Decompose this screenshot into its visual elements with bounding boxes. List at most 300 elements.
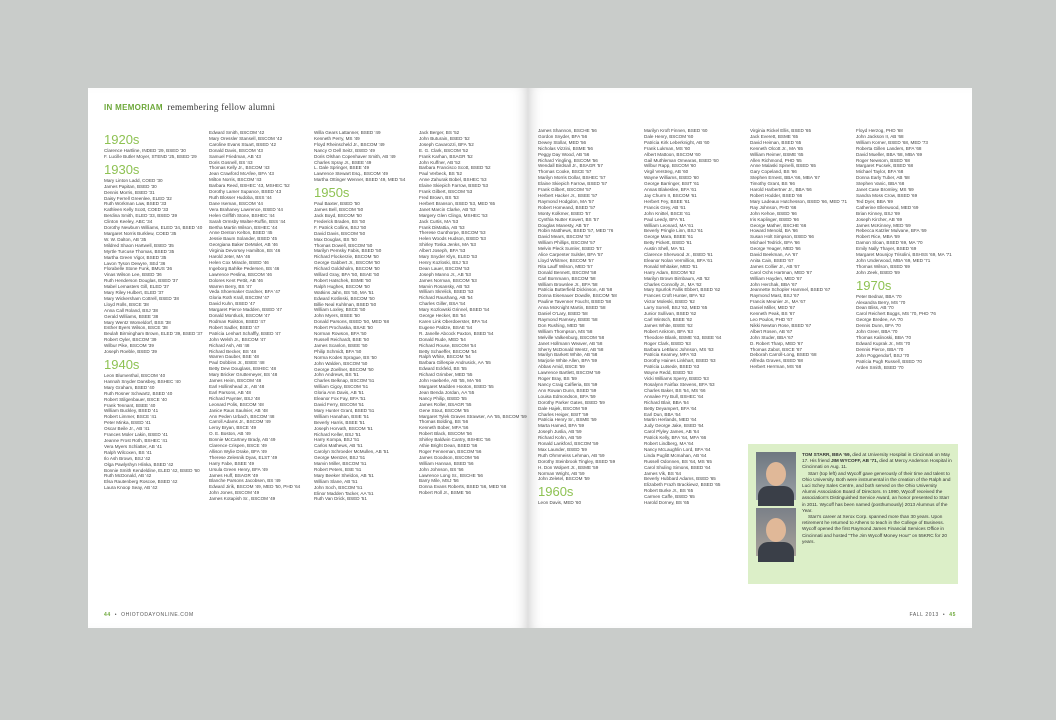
- obituary-entry: Richard Blair, BBA '64: [644, 399, 689, 405]
- obituary-entry: James Heim, BSCOM '48: [209, 378, 262, 384]
- obituary-entry: Austin Shell, MA '61: [644, 246, 685, 252]
- obituary-entry: Marilyn Pemsky Fabis, BSED '50: [314, 248, 382, 254]
- obituary-column: [209, 130, 301, 502]
- obituary-entry: Robert Burke Jr., BS '65: [644, 488, 694, 494]
- obituary-column: [104, 130, 203, 491]
- obituary-entry: Clarence Crispen, BSCE '49: [209, 443, 267, 449]
- obituary-entry: Lawrence Bartlett, BSCOM '59: [538, 370, 601, 376]
- obituary-entry: John Myers, BSEE '50: [314, 313, 360, 319]
- obituary-entry: John Walden, BSCOM '50: [314, 360, 368, 366]
- obituary-entry: Robin Matthews, BSED '57, MED '76: [538, 228, 614, 234]
- obituary-entry: Carolyn Schroeder McMullen, AB '51: [314, 449, 389, 455]
- obituary-entry: Theodore Blank, BSME '63, BSEE '64: [644, 334, 722, 340]
- obituary-entry: Ruth Workman Law, BSED '33: [104, 201, 167, 207]
- obituary-entry: Allison Wylie Drake, BFA '49: [209, 448, 267, 454]
- obituary-entry: Carol Reichert Boggs, MS '70, PHD '76: [856, 311, 936, 317]
- obituary-entry: Richard Raushang, AB '54: [419, 295, 473, 301]
- obituary-entry: Jack Everett, BSME '65: [750, 133, 799, 139]
- obituary-entry: Ann Peden Urbach, BSCOM '48: [209, 413, 275, 419]
- obituary-entry: Robert Sadler, BSED '47: [209, 324, 260, 330]
- obituary-entry: Mary Riley Hulbert, ELED '37: [104, 290, 164, 296]
- obituary-entry: Therese Zelesnik Dyas, ELST '49: [209, 454, 278, 460]
- obituary-entry: Janice Raus Saulnier, AB '48: [209, 407, 268, 413]
- obituary-entry: D. Robert Tharp, MED '67: [750, 340, 803, 346]
- obituary-entry: George Mather, BSCHE '66: [750, 222, 807, 228]
- obituary-entry: Virginia Rickel Ellis, BSED '65: [750, 128, 812, 133]
- obituary-entry: Mary Wentz Womeldorf, BSS '38: [104, 319, 171, 325]
- obituary-entry: Janet Case Bromley, MS '69: [856, 187, 914, 193]
- obituary-entry: Barbara LeBlanc Johnson, MS '63: [644, 346, 714, 352]
- portrait-photo-starr: [756, 452, 796, 500]
- obituary-entry: Doris Olshan Copenhaver Smith, AB '49: [314, 153, 396, 159]
- obituary-entry: W. W. Dalton, AB '35: [104, 236, 147, 242]
- obituary-entry: Anne Malaski Spinelli, BSED '65: [750, 163, 816, 169]
- obituary-entry: Bonnie Smith Kendeldine, ELED '42, BSED '60: [104, 467, 200, 473]
- obituary-entry: Floyd Herzog, PHD '68: [856, 128, 903, 133]
- obituary-entry: Joseph Horvath, BSCOM '51: [314, 425, 373, 431]
- obituary-entry: Dolores Kent Pettit, AB '46: [209, 277, 263, 283]
- obituary-entry: Mary Bricker Gruttemeyer, BS '48: [209, 372, 278, 378]
- obituary-entry: Watkins Jahn, BS '50, MA '51: [314, 289, 374, 295]
- obituary-entry: David Kuhn, BSED '47: [209, 301, 256, 307]
- obituary-entry: David Beekman, AA '67: [750, 252, 798, 258]
- obituary-entry: Carroll Adams Jr., BSCOM '49: [209, 419, 271, 425]
- obituary-entry: Gloria Roth Krall, BSCOM '47: [209, 295, 270, 301]
- obituary-entry: Frederick Braden, BS '50: [314, 218, 366, 224]
- obituary-entry: Richard Ash, AB '48: [209, 342, 250, 348]
- obituary-entry: Lloyd Rolls, BSCE '38: [104, 301, 149, 307]
- obituary-entry: Robert Stilgenbauer, BSCE '40: [104, 396, 167, 402]
- obituary-entry: Patricia Lenhart Schaffly, BSED '47: [209, 330, 281, 336]
- obituary-entry: Anna Call Roland, BSJ '38: [104, 307, 158, 313]
- obituary-entry: Rodman Ralston, BSED '47: [209, 319, 266, 324]
- obituary-entry: John Jackson II, AB '68: [856, 133, 904, 139]
- obituary-entry: Clinton Keeley, ABC '34: [104, 219, 153, 225]
- obituary-entry: Peggy Day Wood, AB '56: [538, 151, 590, 157]
- obituary-entry: Patricia Kirk Leberknight, AB '60: [644, 139, 710, 145]
- obituary-entry: Margaret Tylek Graves Strawser, AA '55, BSCOM '59: [419, 413, 527, 419]
- obituary-entry: Paul Baxter, BSED '50: [314, 201, 360, 207]
- obituary-entry: Martha Ottinger Wenner, BSED '49, MED '54: [314, 177, 406, 183]
- obituary-entry: Jay Churm II, BSCOM '61: [644, 192, 697, 198]
- obituary-entry: William Hayden, MED '67: [750, 275, 802, 281]
- obituary-entry: Ingeborg Bahlke Pedersen, BS '46: [209, 265, 280, 271]
- obituary-entry: Margaret Pucsek, BSED '68: [856, 163, 914, 169]
- obituary-entry: Dorothy Steinbrook Tingley, BSED '59: [538, 458, 616, 464]
- portrait-suit: [758, 486, 794, 506]
- obituary-entry: Wayne Williams, BSED '60: [644, 175, 699, 181]
- obituary-entry: Charles Heiger, BSIT '59: [538, 411, 589, 417]
- obituary-entry: Annas Blakeslee, BFA '61: [644, 187, 697, 193]
- obituary-entry: George Barringer, BSIT '61: [644, 181, 700, 187]
- obituary-entry: Nancy Craig Calfieria, BS '59: [538, 381, 598, 387]
- obituary-entry: John Studer, BBA '67: [750, 334, 794, 340]
- obituary-entry: Wayne Redd, BSED '63: [644, 370, 693, 376]
- obituary-entry: Damon Sloan, BSED '69, MA '70: [856, 240, 923, 246]
- obituary-entry: Richard Becker, BS '48: [209, 348, 257, 354]
- obituary-entry: Gloria Ann Davis, AB '51: [314, 390, 364, 396]
- obituary-entry: Robert Black, BSCOM '56: [419, 431, 472, 437]
- obituary-entry: George Mentzer, BSJ '51: [314, 455, 366, 461]
- obituary-entry: Mildred Shaon Hartwell, BSED '35: [104, 242, 174, 248]
- obituary-entry: Paul Verbeck, BS '52: [419, 171, 463, 177]
- obituary-entry: Thomas Bolding, BS '56: [419, 419, 469, 425]
- obituary-entry: Dean Lauer, BSCOM '53: [419, 265, 470, 271]
- obituary-entry: Ralph White, BSCOM '54: [419, 354, 471, 360]
- obituary-entry: Victor Moleski, BSED '62: [644, 299, 695, 305]
- page-number: 44: [104, 612, 111, 618]
- obituary-entry: Helen Woods Hudson, BSED '53: [419, 236, 486, 242]
- obituary-entry: Leroy Bryan, BSCE '49: [209, 425, 257, 431]
- obituary-entry: Leo Poulos, PHD '67: [750, 317, 793, 322]
- obituary-entry: Gordon Snyder, BFA '56: [538, 133, 588, 139]
- obituary-entry: Wilbur Pike, BSCOM '39: [104, 343, 154, 349]
- obituary-entry: Kenneth Perry, MS '49: [314, 135, 360, 141]
- obituary-entry: Elinor Madden Tacker, AA '51: [314, 490, 374, 496]
- obituary-entry: Mary Oressler Stansell, BSCOM '42: [209, 135, 283, 141]
- obituary-entry: Howard Menold, BA '66: [750, 228, 798, 234]
- obituary-entry: Carmen Caffe, BSED '65: [644, 494, 695, 500]
- obituary-entry: Cynthia Nutter Kowert, BS '57: [538, 216, 599, 222]
- obituary-entry: Bertha Martin Wilson, BSHEC '44: [209, 224, 278, 230]
- obituary-entry: Patricia Henry Sr., BSME '59: [538, 417, 597, 423]
- obituary-entry: Nancy McLaughlin Lord, BFA '64: [644, 446, 711, 452]
- obituary-entry: Richard Yingling, BSCOM '56: [538, 157, 598, 163]
- obituary-entry: Frank DiMattia, AB '53: [419, 224, 465, 230]
- obituary-entry: Patricia Kearney, MFA '63: [644, 352, 697, 358]
- obituary-entry: F. Lucille Butler Moyer, STEND '25, BSED '29: [104, 153, 197, 159]
- obituary-column: [538, 128, 630, 506]
- obituary-entry: Thomas Kalinoski, BBA '70: [856, 335, 912, 340]
- obituary-entry: Georgiana Baker DeMolet, AB '46: [209, 242, 278, 248]
- obituary-entry: Mary Snyder Klyn, ELED '53: [419, 254, 478, 260]
- obituary-entry: Jeanne Frost Roth, BSHEC '41: [104, 437, 168, 443]
- obituary-entry: Junior Sullivan, BSED '62: [644, 311, 697, 317]
- obituary-entry: Edward Kotlinski, BSCOM '50: [314, 295, 375, 301]
- obituary-entry: Joseph Juslia, AB '59: [538, 429, 582, 435]
- obituary-entry: Gene Stout, BSCOM '55: [419, 407, 469, 413]
- obituary-entry: Susan Holt Simpson, BSED '66: [750, 234, 814, 240]
- obituary-entry: Francis Grey, AB '61: [644, 204, 686, 210]
- obituary-entry: Thomas Cooke, BSCE '57: [538, 169, 592, 175]
- obituary-entry: Beverly Hubbard Adams, BSED '65: [644, 476, 716, 482]
- obituary-entry: John Herchak, BBA '67: [750, 281, 798, 287]
- obituary-entry: George Zoellner, BSCOM '50: [314, 366, 374, 372]
- obituary-entry: William Skrelick, BSED '53: [419, 289, 474, 295]
- obituary-entry: Ann Rowan Dunn, BSED '59: [538, 387, 597, 393]
- portrait-face: [766, 518, 786, 542]
- obituary-column: [644, 128, 736, 506]
- portrait-suit: [758, 542, 794, 562]
- obituary-entry: Anne Denton Kelton, BSED '45: [209, 230, 273, 236]
- obituary-entry: Myrtle Turcuse Thomas, BSED '35: [104, 248, 175, 254]
- obituary-entry: Leonard Polis, BSCOM '48: [209, 401, 264, 407]
- obituary-entry: Don Rushing, MED '58: [538, 322, 585, 328]
- obituary-entry: Beverly Pringle Linn, BSJ '61: [644, 228, 704, 234]
- obituary-entry: Max Launder, BSED '59: [538, 446, 587, 452]
- obituary-entry: Dennis Morris, BSED '31: [104, 189, 155, 195]
- obituary-entry: David Mears, BSCOM '57: [538, 234, 591, 240]
- obituary-entry: Richard Kohn, AB '59: [538, 435, 582, 441]
- obituary-entry: Abbas Amid, BSCE '59: [538, 364, 585, 370]
- callout-paragraph-2: Starr (top left) and Wycoff gave generously of their time and talent to Ohio University. Both were instrumental in the creation of the Ralph and Luci Schey Sales Centre, and both served on the Ohio University Alumni Association Board of Directors. In 1990, Wycoff received the association's Distinguished Service Award, an honor presented to Starr in 2011. Wycoff has been named (posthumously) 2013 Alumnus of the Year.: [802, 470, 951, 513]
- obituary-entry: Robert Rice, MBA '69: [856, 234, 900, 240]
- decade-heading: 1930s: [104, 161, 140, 177]
- obituary-entry: Donna Eisenauer Dowdle, BSCOM '58: [538, 293, 617, 299]
- obituary-entry: Annalee Fry Bull, BSHEC '64: [644, 393, 704, 399]
- obituary-entry: Warren Berry, BS '47: [209, 283, 252, 289]
- obituary-entry: Frank Gilbert, BSCOM '57: [538, 187, 592, 193]
- obituary-entry: John Jones, BSCOM '49: [209, 490, 260, 496]
- obituary-entry: Rita Lauff Wilson, MED '57: [538, 263, 593, 269]
- obituary-entry: Nancy O Dell Seitz, BSED '49: [314, 147, 375, 153]
- obituary-entry: Michael Taylor, BFA '68: [856, 169, 904, 175]
- issue-label: FALL 2013: [909, 612, 939, 618]
- obituary-entry: Ray Johnson, PHD '66: [750, 204, 797, 210]
- obituary-entry: John Knittel, BSCE '61: [644, 210, 691, 216]
- callout-intro: [802, 452, 952, 471]
- obituary-entry: Floyd Rheinscheld Jr., BSCOM '49: [314, 141, 385, 147]
- obituary-entry: Elaine Skiepich Farrow, BSED '53: [419, 183, 489, 189]
- obituary-entry: Norman Wright, AB '59: [538, 470, 585, 476]
- obituary-entry: Gary Copeland, BS '66: [750, 169, 797, 175]
- obituary-entry: Brian Kinney, BSJ '69: [856, 210, 900, 216]
- obituary-entry: Louisa Edmondson, BFA '59: [538, 393, 596, 399]
- obituary-entry: Barry Mile, MSJ '56: [419, 478, 459, 484]
- obituary-entry: Robert Lindberg, MA '64: [644, 441, 694, 447]
- obituary-entry: Ruth Ohmmeiss Lehman, AB '59: [538, 452, 605, 458]
- obituary-entry: Donna Evans Roberts, BSED '56, MED '68: [419, 484, 507, 490]
- obituary-entry: Harold Harbertner Jr., BBA '66: [750, 187, 812, 193]
- obituary-entry: Frank Tennant, BSEE '40: [104, 402, 156, 408]
- obituary-entry: Patricia Lutsede, BSED '63: [644, 364, 700, 370]
- decade-heading: 1950s: [314, 185, 350, 201]
- obituary-entry: Herbert Herrman, MS '68: [750, 364, 802, 370]
- obituary-entry: Patricia Pugh Russell, BSED '70: [856, 358, 922, 364]
- obituary-entry: Billie Neal Kuhlman, BSED '50: [314, 301, 377, 307]
- obituary-entry: Bonnie McCartney Brady, AB '49: [209, 437, 276, 443]
- obituary-entry: Margaret Madden Hooton, BSED '55: [419, 383, 494, 389]
- obituary-entry: Mary Beeker Sheldon, AB '51: [314, 472, 374, 478]
- obituary-entry: William Thompson, MS '58: [538, 328, 593, 334]
- obituary-entry: David Mueller, BBA '68, MBA '69: [856, 151, 923, 157]
- obituary-entry: Mary Graham, BSED '40: [104, 384, 155, 390]
- obituary-entry: Donald Parsons, BSED '50, MED '68: [314, 319, 390, 325]
- obituary-entry: Jack Boyd, BSCOM '50: [314, 212, 362, 218]
- obituary-entry: Robert Hatschek, BSME '50: [314, 277, 372, 283]
- obituary-entry: Max Douglas, BS '50: [314, 236, 357, 242]
- obituary-entry: Stephen Vanic, BBA '68: [856, 181, 905, 187]
- obituary-entry: Jack Berger, BS '52: [419, 130, 460, 135]
- obituary-entry: Carlos Mathews, AB '51: [314, 443, 363, 449]
- obituary-entry: Berdina Smith, ELED '33, BSED '39: [104, 213, 177, 219]
- obituary-entry: Frances Moler Lakin, BSED '41: [104, 432, 168, 438]
- obituary-entry: Philip Schmidt, BFA '50: [314, 348, 362, 354]
- obituary-entry: Mabel Lemasters Gill, ELED '37: [104, 284, 169, 290]
- obituary-entry: Dennis Dunn, BFA '70: [856, 323, 901, 329]
- obituary-entry: Arden Smith, BSED '70: [856, 364, 904, 370]
- page-number: 45: [949, 612, 956, 618]
- obituary-entry: Kenneth Peak, BS '67: [750, 311, 795, 317]
- right-page: [528, 88, 972, 628]
- obituary-entry: David Ferry, BSCOM '51: [314, 401, 365, 407]
- obituary-entry: John Underwood, MBA '69, MED '71: [856, 257, 931, 263]
- obituary-entry: Donald Montluck, BSCOM '47: [209, 313, 270, 319]
- obituary-entry: Thomas Dowell, BSCOM '50: [314, 242, 373, 248]
- memorial-callout: [748, 444, 958, 584]
- decade-heading: 1940s: [104, 357, 140, 372]
- obituary-entry: John Buturain, BSED '52: [419, 135, 470, 141]
- left-page: [88, 88, 528, 628]
- obituary-entry: Francis Meunier Jr., MA '67: [750, 299, 806, 305]
- obituary-entry: John Johnson, BS '56: [419, 466, 464, 472]
- obituary-entry: Dorothy Newburn Williams, ELED '34, BSED '40: [104, 225, 203, 231]
- obituary-entry: Ruth McDonald, AB '42: [104, 473, 152, 479]
- obituary-entry: Charles Connolly Jr., MA '62: [644, 281, 702, 287]
- obituary-entry: H. Don Wolpert Jr., BSME '59: [538, 464, 599, 470]
- obituary-entry: Betty Deyampert, BFA '64: [644, 405, 697, 411]
- obituary-entry: Ruth Blosser Hudoba, BSS '44: [209, 194, 272, 200]
- obituary-entry: Shirley Toska Jenks, MA '53: [419, 242, 476, 248]
- obituary-entry: James Bell, BSCOM '50: [314, 207, 364, 213]
- obituary-entry: Elizabeth Frazh Brackiewz, BSED '65: [644, 482, 721, 488]
- obituary-entry: Frank Karhan, BSAGR '52: [419, 153, 473, 159]
- obituary-entry: Thomas Zabot, BSCE '67: [750, 346, 802, 352]
- section-header: [104, 102, 275, 112]
- obituary-entry: Harry Fabe, BSEE '49: [209, 460, 255, 466]
- obituary-entry: George Mara, BSEE '61: [644, 234, 694, 240]
- obituary-entry: Thomas Kelly Jr., BSCOM '43: [209, 165, 270, 171]
- obituary-entry: John Zeek, BSED '69: [856, 269, 900, 275]
- obituary-entry: James Goodson, BSCOM '56: [419, 454, 480, 460]
- obituary-entry: Edward Smith, BSCOM '42: [209, 130, 265, 135]
- obituary-entry: William Loxley, BSCE '50: [314, 307, 366, 313]
- obituary-entry: Doris Gosnell, BS '43: [209, 159, 253, 165]
- obituary-entry: Jean Crawford McAfee, BFA '43: [209, 171, 274, 177]
- obituary-entry: F. Patrick Collins, BSJ '50: [314, 224, 367, 230]
- callout-name-starr: TOM STARR, BBA '69,: [802, 452, 851, 457]
- obituary-entry: Melville Valkenburg, BSCOM '58: [538, 334, 605, 340]
- obituary-entry: Kenneth Olcott Jr., MA '65: [750, 145, 803, 151]
- obituary-entry: Gerald Williams, BSEE '38: [104, 313, 159, 319]
- obituary-entry: Leon Davis, MED '60: [538, 500, 582, 506]
- obituary-entry: Helen Griffith Stone, BSHEC '44: [209, 212, 275, 218]
- obituary-entry: Laura Knoop Seay, AB '42: [104, 485, 158, 491]
- obituary-entry: Ronald Lankford, BSCOM '59: [538, 441, 599, 447]
- obituary-entry: Edward Kuprak Jr., MS '70: [856, 340, 911, 346]
- obituary-entry: William Buckley, BSED '41: [104, 408, 159, 414]
- section-tag: IN MEMORIAM: [104, 103, 163, 112]
- obituary-entry: Milton Norris, BSCOM '43: [209, 177, 262, 183]
- obituary-entry: James Vik, BS '64: [644, 470, 682, 476]
- obituary-entry: Martha Green Vigor, BSED '35: [104, 254, 167, 260]
- obituary-entry: Carol Plyley James, AB '64: [644, 429, 700, 435]
- obituary-entry: James Huff, BSAGR '49: [209, 472, 259, 478]
- obituary-entry: Frances Croft Hunter, BFA '62: [644, 293, 705, 299]
- obituary-entry: Norman Rowson, BFA '50: [314, 331, 367, 337]
- obituary-entry: Lawrence Peslina, BSCOM '46: [209, 271, 272, 277]
- obituary-entry: Virginia Devorsey Hamilton, BS '46: [209, 248, 281, 254]
- obituary-entry: Carol Shuling Simons, BSED '64: [644, 464, 711, 470]
- obituary-entry: Norma Kodes Sprague, BS '50: [314, 354, 377, 360]
- callout-text: [802, 452, 952, 545]
- obituary-entry: John Haeberle, AB '55, MA '66: [419, 378, 482, 384]
- obituary-entry: Pauline Tavenner Foucht, BSED '58: [538, 299, 612, 305]
- obituary-entry: Donald Davis, BSCOM '43: [209, 147, 263, 153]
- obituary-entry: Elsa Rautenberg Roscoe, BSED '42: [104, 479, 178, 485]
- obituary-entry: Ruth Van Drick, BSED '51: [314, 496, 367, 502]
- obituary-entry: Wendall Birdsall Jr., BSAGR '57: [538, 163, 603, 169]
- obituary-entry: William Slane, AB '51: [314, 478, 358, 484]
- decade-heading: 1960s: [538, 484, 574, 500]
- obituary-entry: James White, BSEE '62: [644, 322, 693, 328]
- obituary-entry: Robert Oyler, BSCOM '39: [104, 337, 157, 343]
- obituary-entry: Catherine Ellenwood, MED '69: [856, 204, 919, 210]
- obituary-entry: Albert Rosen, AB '67: [750, 328, 793, 334]
- obituary-entry: Peter Minka, BSED '41: [104, 420, 151, 426]
- obituary-entry: R. Janelle Abcock Paxton, BSED '54: [419, 330, 494, 336]
- obituary-entry: Joseph Manno Jr., AB '53: [419, 271, 471, 277]
- obituary-entry: Dorothy Haines Linkhart, BSED '63: [644, 358, 716, 364]
- obituary-entry: John Kuffner, AB '52: [419, 159, 461, 165]
- obituary-entry: Wilbur Rapp, BSCOM '60: [644, 163, 696, 169]
- obituary-entry: Dale Henry, BSCOM '60: [644, 133, 694, 139]
- obituary-entry: Blanche Parsons Jacobsen, BS '49: [209, 478, 281, 484]
- obituary-entry: Iris Kaplinger, BSED '66: [750, 216, 799, 222]
- obituary-entry: William Cigoy, BSCOM '51: [314, 384, 369, 390]
- obituary-entry: Vinas Wilson Lee, BSED '36: [104, 272, 162, 278]
- obituary-entry: William Phillips, BSCOM '57: [538, 240, 596, 246]
- obituary-entry: Nicholas Vizzini, BSME '56: [538, 145, 593, 151]
- obituary-entry: Raymond Ramsey, BSEE '58: [538, 317, 598, 322]
- obituary-entry: Earl Dun, BBA '64: [644, 411, 681, 417]
- obituary-entry: Russell Odonnen, BS '64, MS '65: [644, 458, 712, 464]
- obituary-entry: Edward Eckfeld, BS '55: [419, 366, 467, 372]
- obituary-entry: Clarence Hartline, INDED '29, BSED '30: [104, 148, 186, 153]
- obituary-entry: Ruth Henderson Douglas, BSED '37: [104, 278, 178, 284]
- obituary-entry: David Heiman, BSED '65: [750, 139, 802, 145]
- obituary-entry: Melvin Pleck Sumler, BSED '57: [538, 246, 602, 252]
- obituary-entry: Michael Tedrick, BFA '66: [750, 240, 800, 246]
- obituary-entry: Mary Wickersham Cottrell, BSED '38: [104, 295, 179, 301]
- obituary-entry: Richard Keller, BSJ '51: [314, 431, 361, 437]
- obituary-entry: Robert Peters, BSE '51: [314, 466, 362, 472]
- obituary-entry: Daniel O'Lary, BSED '58: [538, 311, 588, 317]
- obituary-entry: Carol Ochs Hartman, MED '67: [750, 269, 812, 275]
- obituary-entry: Robert Limmer, BSCE '41: [104, 414, 157, 420]
- obituary-entry: Roger Fenneman, BSCOM '56: [419, 448, 482, 454]
- obituary-entry: Donald Bennett, BSCOM '58: [538, 269, 597, 275]
- obituary-entry: Marjorie White Allen, BFA '59: [538, 358, 598, 364]
- obituary-entry: Karen Link Oberdoerster, BFA '54: [419, 319, 488, 324]
- obituary-entry: John Zeletel, BSCOM '59: [538, 476, 590, 482]
- obituary-entry: Charles Belknap, BSCOM '51: [314, 378, 375, 384]
- obituary-entry: Betty Pickett, BSED '61: [644, 240, 692, 246]
- obituary-entry: James Roller, BSAGR '55: [419, 401, 472, 407]
- obituary-entry: William Korner, BSED '68, MED '73: [856, 139, 928, 145]
- decade-heading: 1970s: [856, 277, 892, 293]
- obituary-entry: Donna Early Tuber, AB '68: [856, 175, 910, 181]
- obituary-entry: Jack Curtis, MA '53: [419, 218, 459, 224]
- obituary-entry: Kathleen Kelly Scott, COED '33: [104, 207, 169, 213]
- obituary-entry: Marta Hamed, BFA '59: [538, 423, 585, 429]
- obituary-entry: Florabelle Stone Funk, BMUS '36: [104, 266, 173, 272]
- obituary-entry: Stephen Ernest, BBA '66, MBA '67: [750, 175, 820, 181]
- obituary-entry: Martin Herlands, MED '64: [644, 417, 697, 423]
- obituary-entry: Harold Jeter, MA '46: [209, 254, 251, 260]
- obituary-entry: Herbert Branson, BSED '53, MED '65: [419, 200, 496, 206]
- obituary-entry: Daniel Miller, MED '67: [750, 305, 796, 311]
